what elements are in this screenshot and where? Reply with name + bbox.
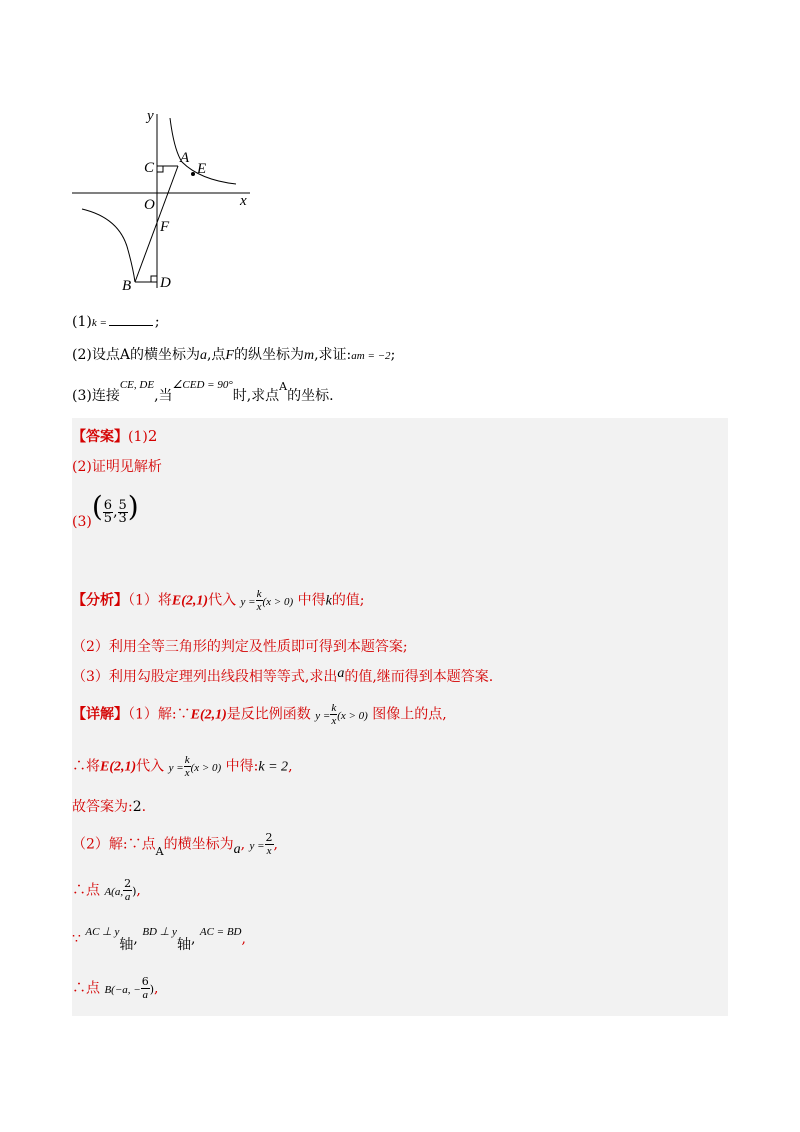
label-e: E xyxy=(197,161,207,177)
label-d: D xyxy=(160,275,171,291)
detail-line-4: （2）解:∵点$_A$的横坐标为a, y = $\frac{2}{x}$ , xyxy=(72,831,278,858)
detail-line-6: ∵ $^{AC \perp y}$轴, $^{BD \perp y}$轴, $^{AC = BD}$, xyxy=(72,926,246,953)
analysis-line-1: 【分析】（1）将E(2,1)代入 y = $\frac{k}{x}$ (x > 0) 中得k的值; xyxy=(72,588,365,613)
answer-coordinate: ( xyxy=(91,490,103,523)
label-o: O xyxy=(144,197,155,213)
formula-y-k-over-x: y = $\frac{k}{x}$ (x > 0) xyxy=(240,588,294,613)
answer-line-1: 【答案】(1)2 xyxy=(72,427,158,445)
label-a: A xyxy=(180,150,190,166)
label-y: y xyxy=(147,108,154,124)
label-x: x xyxy=(240,193,247,209)
hyperbola-lower-branch xyxy=(82,209,135,282)
formula-y-k-over-x-3: y = $\frac{k}{x}$ (x > 0) xyxy=(168,754,222,779)
point-b-coordinate: B(−a, − $\frac{6}{a}$ ) xyxy=(104,975,154,1001)
detail-line-2: ∴将E(2,1)代入 y = $\frac{k}{x}$ (x > 0) 中得:k = 2, xyxy=(72,754,293,779)
question-2: (2)设点A的横坐标为a,点F的纵坐标为m,求证:am = −2; xyxy=(72,347,396,363)
answer-blank xyxy=(109,325,153,326)
formula-y-2-over-x: y = $\frac{2}{x}$ xyxy=(249,831,273,857)
formula-y-k-over-x-2: y = $\frac{k}{x}$ (x > 0) xyxy=(315,702,368,727)
detail-line-7: ∴点 B(−a, − $\frac{6}{a}$ ), xyxy=(72,975,159,1001)
label-b: B xyxy=(122,278,132,294)
label-c: C xyxy=(144,160,155,176)
detail-line-1: 【详解】（1）解:∵E(2,1)是反比例函数 y = $\frac{k}{x}$ (x > 0) 图像上的点, xyxy=(72,702,447,727)
analysis-line-2: （2）利用全等三角形的判定及性质即可得到本题答案; xyxy=(72,639,408,655)
analysis-line-3: （3）利用勾股定理列出线段相等等式,求出a的值,继而得到本题答案. xyxy=(72,666,494,685)
question-3: (3)连接$^{CE, DE}$,当$^{\angle CED = 90^\circ}$时,求点$^A$的坐标. xyxy=(72,379,334,404)
right-angle-d xyxy=(151,276,157,282)
answer-line-2: (2)证明见解析 xyxy=(72,459,162,475)
question-1: (1)k = ; xyxy=(72,314,160,330)
label-f: F xyxy=(160,219,170,235)
right-angle-c xyxy=(157,166,163,172)
hyperbola-figure xyxy=(60,100,260,300)
point-e xyxy=(191,172,195,176)
answer-line-3: (3)( $\frac{6}{5}$ , $\frac{5}{3}$ ) xyxy=(72,490,139,530)
detail-line-5: ∴点 A(a, $\frac{2}{a}$ ), xyxy=(72,877,141,903)
detail-line-3: 故答案为:2. xyxy=(72,799,147,815)
point-a-coordinate: A(a, $\frac{2}{a}$ ) xyxy=(104,877,137,903)
